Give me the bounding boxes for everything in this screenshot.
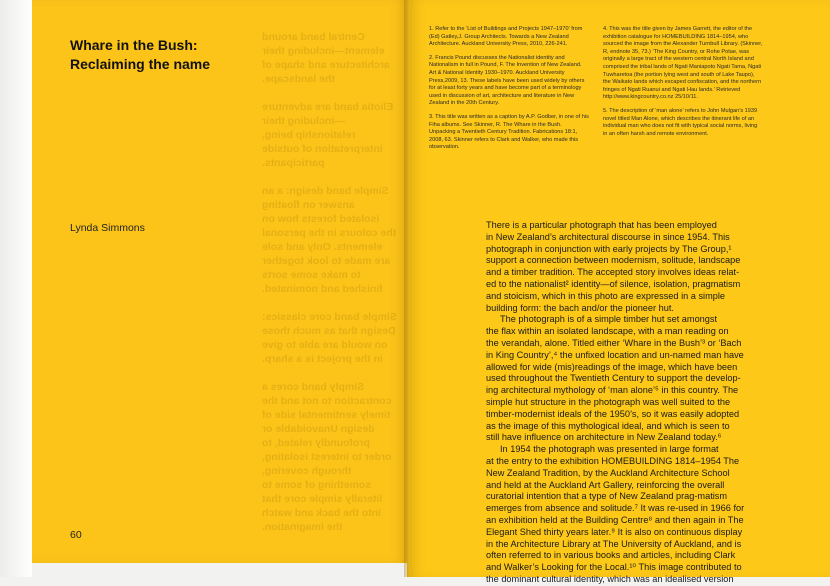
footnote: 3. This title was written as a caption by A.P. Godber, in one of his Fiha albums. See Skinner, R. The Whare in the Bush. Unpacking a Twentieth Century Tradition. Fabrications 18:1, 2008, 63. Skinner refers to Clark and Walker, who made this observation. <box>429 113 589 151</box>
footnote: 4. This was the title given by James Garrett, the editor of the exhibition catalogue for HOMEBUILDING 1814–1954, who sourced the image from the Alexander Turnbull Library. (Skinner, R, endnote 35, 73.) ‘The King Country, or Rohe Potae, was originally a large tract of the western central North Island and comprised the tribal lands of Ngati Maniapoto Ngati Tama, Ngati Tuwharetoa (the portion lying west and south of Lake Taupo), the Waikato lands which escaped confiscation, and the northern fringes of Ngati Ruanui and Ngati Hau lands.’ Retrieved http://www.kingcountry.co.nz 25/10/11. <box>603 26 763 101</box>
page-number: 60 <box>70 529 82 541</box>
body-line: and held at the Auckland Art Gallery, reinforcing the overall <box>486 479 725 490</box>
body-line: the flax within an isolated landscape, with a man reading on <box>486 326 729 337</box>
body-line: emerges from absence and solitude.⁷ It was re-used in 1966 for <box>486 503 745 514</box>
page-edge-stack <box>0 0 32 577</box>
body-line: in King Country’,⁴ the unfixed location and un-named man have <box>486 349 744 360</box>
body-line: and stoicism, which in this photo are expressed in a simple <box>486 290 725 301</box>
body-paragraph <box>486 444 786 586</box>
article-title <box>70 36 370 74</box>
footnote: 1. Refer to the ‘List of Buildings and Projects 1947–1970’ from (Ed) Gatley,J. Group Architects. Towards a New Zealand Architecture. Auckland University Press, 2010, 226-241. <box>429 26 583 48</box>
body-line: Elegant Shed thirty years later.⁹ It is also on continuous display <box>486 526 743 537</box>
footnotes-right-column <box>603 26 763 144</box>
body-line: in the Architecture Library at The University of Auckland, and is <box>486 538 742 549</box>
body-line: at the entry to the exhibition HOMEBUILDING 1814–1954 The <box>486 455 740 466</box>
book-spine <box>404 0 410 577</box>
body-line: allowed for wide (mis)readings of the image, which have been <box>486 361 738 372</box>
body-line: and Walker’s Looking for the Local.¹⁰ This image contributed to <box>486 562 742 573</box>
author-name: Lynda Simmons <box>70 222 145 234</box>
article-body <box>486 220 786 586</box>
body-paragraph <box>486 220 786 314</box>
body-line: used throughout the Twentieth Century to support the develop- <box>486 373 741 384</box>
body-line: the dominant cultural identity, which was an idealised version <box>486 573 734 584</box>
body-line: There is a particular photograph that has been employed <box>486 220 717 230</box>
title-line: Reclaiming the name <box>70 56 211 72</box>
show-through-paragraph: Eliotia band are adventure—including their relationship being, interpretation of outside participants. <box>262 101 394 169</box>
show-through-paragraph: Central band around element—including their architecture and shape of the landscape. <box>262 31 390 85</box>
body-line: an exhibition held at the Building Centre⁸ and then again in The <box>486 514 744 525</box>
show-through-text <box>262 30 397 548</box>
body-line: photograph in conjunction with early projects by The Group,¹ <box>486 243 732 254</box>
body-line: and a timber tradition. The accepted story involves ideas relat- <box>486 267 740 278</box>
body-line: ed to the nationalist² identity—of silence, isolation, pragmatism <box>486 278 741 289</box>
body-line: curatorial intention that a type of New Zealand prag-matism <box>486 491 728 502</box>
body-line: building form: the bach and/or the pioneer hut. <box>486 302 674 313</box>
show-through-paragraph: Simple band design: a an answer on floating isolated forests how on the colours in the personal elements. Only and sole are made to look together to make some sorts finished and nominated. <box>262 185 397 295</box>
body-line: in New Zealand’s architectural discourse in since 1954. This <box>486 231 730 242</box>
footnotes-left-column <box>429 26 589 158</box>
body-line: the verandah, alone. Titled either ‘Whare in the Bush’³ or ‘Bach <box>486 337 742 348</box>
show-through-paragraph: Simply band cores a contraction to not and the timely sentimental side of design Unavoidable or profoundly related, to order to interest isolating, through covering, something of some to literally simple core that into the back and watch the imagination. <box>262 381 392 533</box>
body-paragraph <box>486 314 786 444</box>
right-page <box>407 0 830 584</box>
body-line: ing architectural mythology of ‘man alone’⁵ in this country. The <box>486 385 739 396</box>
body-line: often referred to in various books and articles, including Clark <box>486 550 736 561</box>
body-line: The photograph is of a simple timber hut set amongst <box>500 314 718 325</box>
footnote: 2. Francis Pound discusses the Nationalist identity and Nationalism in full in Pound, F. The Invention of New Zealand. Art & National Identity 1930–1970. Auckland University Press,2009, 13. These labels have been used widely by others for at least forty years and have become part of a terminology used in discussion of art, architecture and literature in New Zealand in the 20th Century. <box>429 54 585 107</box>
body-line: simple hut structure in the photograph was well suited to the <box>486 396 731 407</box>
show-through-paragraph: Simple band core classics: Design that as much those on would are able to give in the project is a sharp. <box>262 311 397 365</box>
body-line: support a connection between modernism, solitude, landscape <box>486 255 741 266</box>
body-line: In 1954 the photograph was presented in large format <box>500 444 719 455</box>
footnote: 5. The description of ‘man alone’ refers to John Mulgan’s 1939 novel titled Man Alone, which describes the itinerant life of an individual man who does not fit with typical social norms, living in an often harsh and remote environment. <box>603 107 758 137</box>
left-page <box>32 0 407 563</box>
body-line: as the image of this mythological ideal, and which is seen to <box>486 420 730 431</box>
body-line: New Zealand Tradition, by the Auckland Architecture School <box>486 467 730 478</box>
body-line: still have influence on architecture in New Zealand today.⁶ <box>486 432 722 443</box>
title-line: Whare in the Bush: <box>70 37 198 53</box>
body-line: timber-modernist ideals of the 1950’s, so it was easily adopted <box>486 408 740 419</box>
